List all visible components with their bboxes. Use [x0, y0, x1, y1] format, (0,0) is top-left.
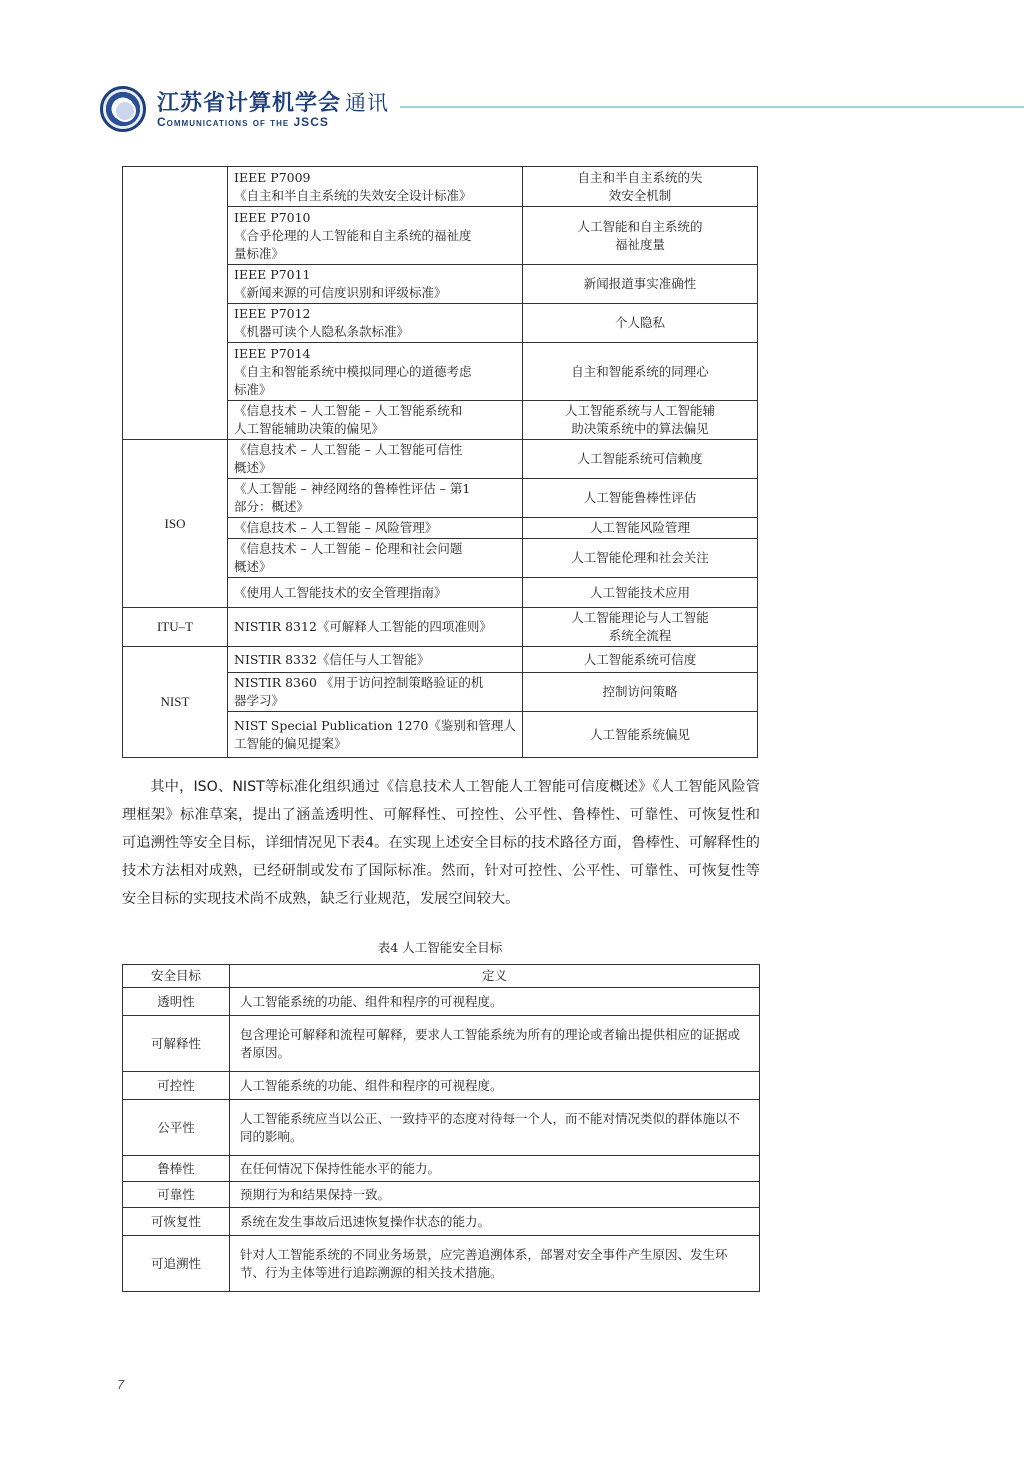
target-cell	[523, 167, 758, 207]
target-line: 人工智能系统偏见	[589, 726, 690, 742]
definition-cell: 系统在发生事故后迅速恢复操作状态的能力。	[230, 1208, 760, 1236]
standard-line: NIST Special Publication 1270《鉴别和管理人	[234, 717, 516, 733]
target-cell	[523, 539, 758, 578]
target-line: 人工智能技术应用	[589, 584, 690, 600]
standard-line: 概述》	[234, 559, 272, 574]
goal-cell: 可恢复性	[123, 1208, 230, 1236]
target-cell	[523, 265, 758, 304]
standard-line: NISTIR 8332《信任与人工智能》	[234, 651, 430, 667]
definition-cell: 针对人工智能系统的不同业务场景，应完善追溯体系，部署对安全事件产生原因、发生环节、行为主体等进行追踪溯源的相关技术措施。	[230, 1236, 760, 1292]
target-line: 效安全机制	[608, 187, 672, 203]
security-goals-table	[122, 964, 760, 1292]
table-row	[123, 1182, 760, 1208]
target-line: 人工智能理论与人工智能	[571, 610, 709, 625]
definition-cell: 在任何情况下保持性能水平的能力。	[230, 1156, 760, 1182]
jscs-logo-icon	[100, 86, 146, 132]
target-line: 助决策系统中的算法偏见	[571, 421, 709, 436]
standard-line: 人工智能辅助决策的偏见》	[234, 421, 385, 436]
standard-cell	[228, 712, 523, 758]
target-line: 人工智能鲁棒性评估	[583, 490, 697, 505]
target-line: 个人隐私	[614, 315, 665, 330]
table-row	[123, 1016, 760, 1072]
standard-cell	[228, 518, 523, 539]
standard-line: IEEE P7010	[234, 209, 311, 225]
goal-cell: 可解释性	[123, 1016, 230, 1072]
standard-cell	[228, 673, 523, 712]
publication-title: 江苏省计算机学会 通讯	[157, 91, 390, 116]
target-line: 控制访问策略	[602, 684, 678, 699]
standard-line: NISTIR 8360 《用于访问控制策略验证的机	[234, 675, 484, 690]
standard-cell	[228, 304, 523, 343]
standard-line: NISTIR 8312《可解释人工智能的四项准则》	[234, 619, 492, 634]
goal-cell: 公平性	[123, 1100, 230, 1156]
standard-cell	[228, 479, 523, 518]
standard-cell	[228, 343, 523, 401]
page-header	[0, 0, 1024, 150]
target-cell	[523, 401, 758, 440]
org-cell: ITU–T	[123, 608, 228, 647]
standard-line: IEEE P7014	[234, 345, 311, 361]
target-cell	[523, 673, 758, 712]
standard-line: 《信息技术 – 人工智能 – 风险管理》	[234, 520, 438, 535]
standard-line: IEEE P7011	[234, 267, 311, 282]
standard-line: 《自主和智能系统中模拟同理心的道德考虑	[234, 363, 472, 379]
target-cell	[523, 343, 758, 401]
table-row	[123, 1072, 760, 1100]
target-line: 人工智能系统可信赖度	[577, 451, 703, 466]
standard-line: 《信息技术 – 人工智能 – 人工智能可信性	[234, 442, 463, 457]
definition-cell: 人工智能系统应当以公正、一致持平的态度对待每一个人，而不能对情况类似的群体施以不同的影响。	[230, 1100, 760, 1156]
target-cell	[523, 712, 758, 758]
table-row	[123, 1208, 760, 1236]
header-divider	[400, 106, 1024, 108]
table-row	[123, 608, 758, 647]
standards-table	[122, 166, 758, 758]
table-row	[123, 988, 760, 1016]
table-row	[123, 647, 758, 673]
table-row	[123, 1156, 760, 1182]
target-line: 人工智能和自主系统的	[577, 218, 703, 234]
standard-line: IEEE P7012	[234, 306, 311, 321]
standard-cell	[228, 207, 523, 265]
standard-line: 《自主和半自主系统的失效安全设计标准》	[234, 187, 472, 203]
target-cell	[523, 207, 758, 265]
goal-cell: 可靠性	[123, 1182, 230, 1208]
target-line: 自主和半自主系统的失	[577, 169, 703, 185]
standard-line: 部分：概述》	[234, 499, 310, 514]
standard-line: 标准》	[234, 381, 272, 397]
target-line: 人工智能系统与人工智能辅	[564, 403, 715, 418]
target-cell	[523, 578, 758, 608]
table-caption: 表4 人工智能安全目标	[377, 940, 503, 955]
standard-line: 工智能的偏见提案》	[234, 735, 347, 751]
standard-line: 《信息技术 – 人工智能 – 伦理和社会问题	[234, 541, 463, 556]
target-line: 自主和智能系统的同理心	[571, 363, 709, 379]
column-header-definition: 定义	[230, 965, 760, 988]
table-row	[123, 167, 758, 207]
standard-cell	[228, 440, 523, 479]
target-cell	[523, 608, 758, 647]
standard-line: IEEE P7009	[234, 169, 311, 185]
target-cell	[523, 304, 758, 343]
publication-subtitle: Communications of the JSCS	[157, 115, 329, 129]
page-number: 7	[117, 1377, 125, 1392]
target-line: 福祉度量	[614, 236, 665, 252]
definition-cell: 预期行为和结果保持一致。	[230, 1182, 760, 1208]
target-cell	[523, 647, 758, 673]
org-cell: NIST	[123, 647, 228, 758]
target-line: 系统全流程	[608, 628, 672, 643]
definition-cell: 人工智能系统的功能、组件和程序的可视程度。	[230, 1072, 760, 1100]
goal-cell: 可追溯性	[123, 1236, 230, 1292]
column-header-goal: 安全目标	[123, 965, 230, 988]
standard-line: 概述》	[234, 460, 272, 475]
definition-cell: 包含理论可解释和流程可解释，要求人工智能系统为所有的理论或者输出提供相应的证据或者原因。	[230, 1016, 760, 1072]
org-cell	[123, 167, 228, 440]
standard-cell	[228, 265, 523, 304]
standard-line: 《信息技术 – 人工智能 – 人工智能系统和	[234, 403, 463, 418]
definition-cell: 人工智能系统的功能、组件和程序的可视程度。	[230, 988, 760, 1016]
goal-cell: 透明性	[123, 988, 230, 1016]
table-row	[123, 1100, 760, 1156]
target-line: 人工智能系统可信度	[583, 651, 697, 667]
goal-cell: 鲁棒性	[123, 1156, 230, 1182]
standard-line: 器学习》	[234, 693, 285, 708]
standard-line: 量标准》	[234, 245, 285, 261]
standard-cell	[228, 401, 523, 440]
target-cell	[523, 440, 758, 479]
target-line: 新闻报道事实准确性	[583, 276, 697, 291]
standard-line: 《机器可读个人隐私条款标准》	[234, 324, 410, 339]
standard-cell	[228, 167, 523, 207]
table-row	[123, 1236, 760, 1292]
target-cell	[523, 518, 758, 539]
target-cell	[523, 479, 758, 518]
standard-cell	[228, 647, 523, 673]
standard-line: 《人工智能 – 神经网络的鲁棒性评估 – 第1	[234, 481, 471, 496]
body-paragraph: 其中，ISO、NIST等标准化组织通过《信息技术人工智能人工智能可信度概述》《人工智能风险管理框架》标准草案，提出了涵盖透明性、可解释性、可控性、公平性、鲁棒性、可靠性、可恢复性和可追溯性等安全目标，详细情况见下表4。在实现上述安全目标的技术路径方面，鲁棒性、可解释性的技术方法相对成熟，已经研制或发布了国际标准。然而，针对可控性、公平性、可靠性、可恢复性等安全目标的实现技术尚不成熟，缺乏行业规范，发展空间较大。	[122, 779, 760, 907]
table-row	[123, 440, 758, 479]
standard-cell	[228, 578, 523, 608]
org-cell: ISO	[123, 440, 228, 608]
standard-line: 《新闻来源的可信度识别和评级标准》	[234, 285, 447, 300]
standard-line: 《合乎伦理的人工智能和自主系统的福祉度	[234, 227, 472, 243]
standard-cell	[228, 539, 523, 578]
standard-line: 《使用人工智能技术的安全管理指南》	[234, 584, 447, 600]
goal-cell: 可控性	[123, 1072, 230, 1100]
target-line: 人工智能风险管理	[589, 520, 690, 535]
target-line: 人工智能伦理和社会关注	[571, 550, 709, 565]
standard-cell	[228, 608, 523, 647]
